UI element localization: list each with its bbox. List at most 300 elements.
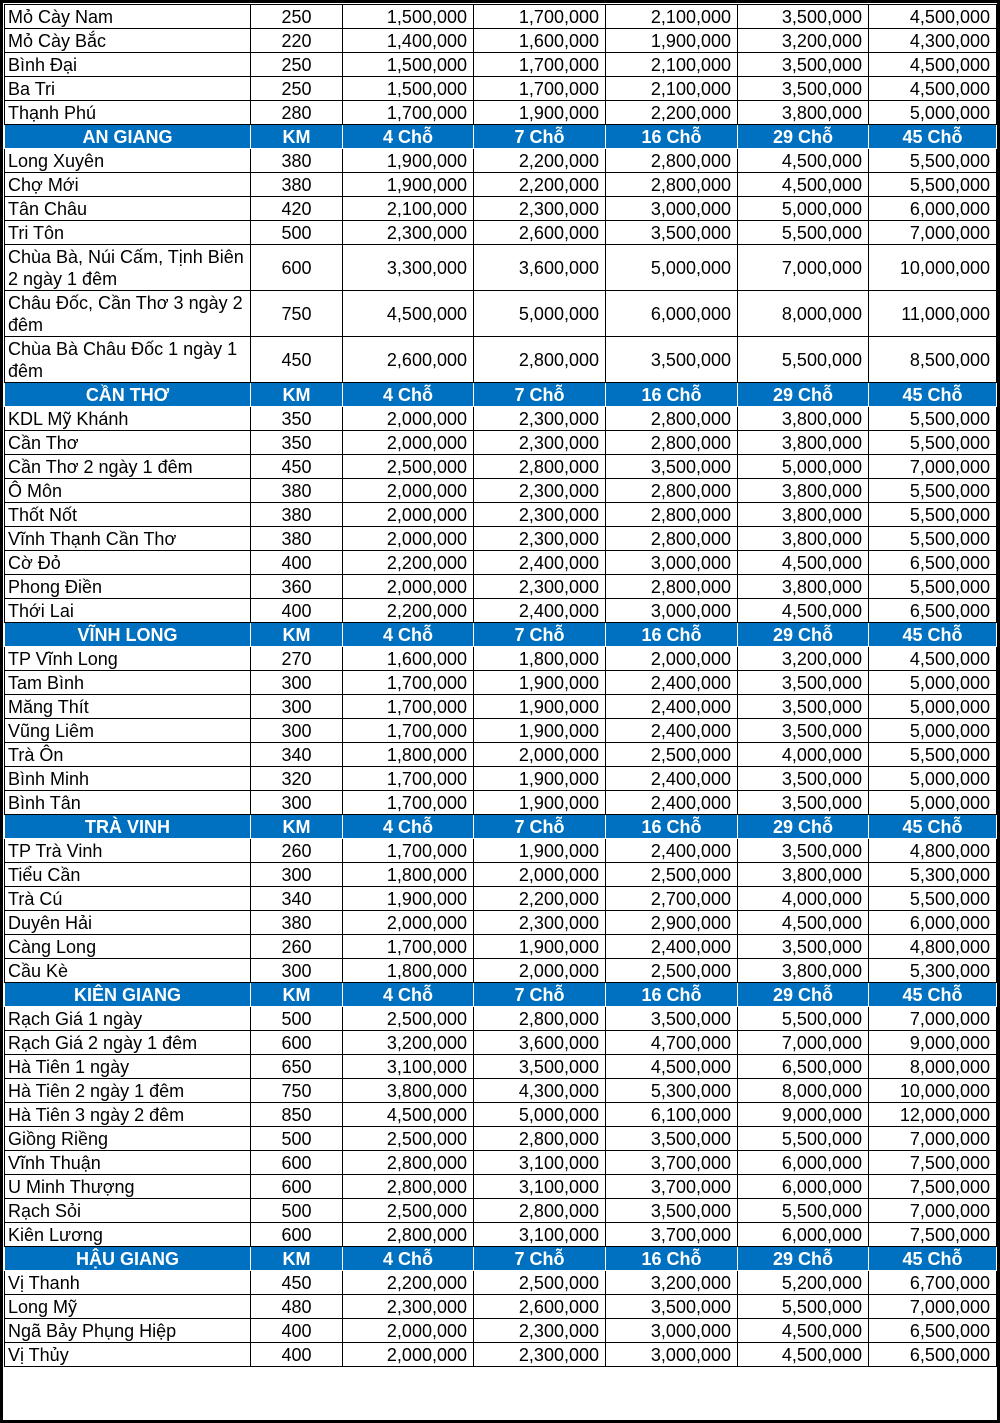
price-cell: 2,500,000 — [343, 1007, 474, 1031]
destination-name: Bình Đại — [5, 53, 251, 77]
price-cell: 2,000,000 — [474, 863, 606, 887]
price-cell: 2,400,000 — [606, 935, 738, 959]
column-header: 29 Chỗ — [738, 623, 869, 647]
price-cell: 5,000,000 — [869, 719, 997, 743]
distance-km: 600 — [251, 245, 343, 291]
price-cell: 2,200,000 — [474, 173, 606, 197]
distance-km: 480 — [251, 1295, 343, 1319]
distance-km: 500 — [251, 1007, 343, 1031]
destination-name: Rạch Giá 2 ngày 1 đêm — [5, 1031, 251, 1055]
price-table — [4, 4, 997, 1367]
price-cell: 2,800,000 — [474, 1127, 606, 1151]
distance-km: 500 — [251, 1127, 343, 1151]
table-row — [5, 839, 997, 863]
price-cell: 2,800,000 — [343, 1223, 474, 1247]
destination-name: Hà Tiên 2 ngày 1 đêm — [5, 1079, 251, 1103]
distance-km: 380 — [251, 527, 343, 551]
destination-name: Tiểu Cần — [5, 863, 251, 887]
price-cell: 6,500,000 — [738, 1055, 869, 1079]
destination-name: Kiên Lương — [5, 1223, 251, 1247]
price-cell: 7,500,000 — [869, 1151, 997, 1175]
price-cell: 1,500,000 — [343, 53, 474, 77]
distance-km: 260 — [251, 839, 343, 863]
price-cell: 5,000,000 — [474, 1103, 606, 1127]
price-cell: 1,900,000 — [606, 29, 738, 53]
table-row — [5, 197, 997, 221]
price-cell: 2,400,000 — [606, 767, 738, 791]
price-cell: 4,500,000 — [738, 1319, 869, 1343]
price-cell: 5,500,000 — [869, 527, 997, 551]
distance-km: 400 — [251, 599, 343, 623]
price-cell: 2,600,000 — [474, 221, 606, 245]
column-header: KM — [251, 815, 343, 839]
price-cell: 7,000,000 — [738, 1031, 869, 1055]
price-cell: 7,500,000 — [869, 1223, 997, 1247]
price-cell: 5,000,000 — [869, 101, 997, 125]
table-row — [5, 527, 997, 551]
price-cell: 8,000,000 — [738, 291, 869, 337]
distance-km: 650 — [251, 1055, 343, 1079]
column-header: 45 Chỗ — [869, 383, 997, 407]
price-cell: 3,000,000 — [606, 197, 738, 221]
table-row — [5, 1151, 997, 1175]
price-cell: 1,800,000 — [343, 863, 474, 887]
price-cell: 3,500,000 — [606, 1007, 738, 1031]
table-row — [5, 887, 997, 911]
price-cell: 1,700,000 — [474, 5, 606, 29]
price-cell: 1,900,000 — [474, 839, 606, 863]
table-row — [5, 5, 997, 29]
price-cell: 1,400,000 — [343, 29, 474, 53]
destination-name: Thốt Nốt — [5, 503, 251, 527]
table-row — [5, 1343, 997, 1367]
table-row — [5, 1271, 997, 1295]
price-cell: 6,700,000 — [869, 1271, 997, 1295]
price-cell: 2,000,000 — [343, 527, 474, 551]
section-header-row — [5, 983, 997, 1007]
destination-name: Bình Tân — [5, 791, 251, 815]
price-cell: 10,000,000 — [869, 245, 997, 291]
price-cell: 1,900,000 — [474, 101, 606, 125]
price-cell: 1,900,000 — [474, 935, 606, 959]
price-cell: 5,500,000 — [738, 1199, 869, 1223]
price-cell: 1,500,000 — [343, 5, 474, 29]
column-header: 16 Chỗ — [606, 983, 738, 1007]
distance-km: 600 — [251, 1031, 343, 1055]
price-cell: 2,300,000 — [474, 503, 606, 527]
price-cell: 7,000,000 — [869, 1295, 997, 1319]
price-cell: 4,500,000 — [738, 551, 869, 575]
price-cell: 2,300,000 — [343, 221, 474, 245]
price-cell: 3,500,000 — [738, 671, 869, 695]
price-cell: 6,000,000 — [869, 197, 997, 221]
destination-name: Vị Thanh — [5, 1271, 251, 1295]
column-header: KM — [251, 983, 343, 1007]
price-cell: 3,500,000 — [738, 791, 869, 815]
price-cell: 5,500,000 — [869, 743, 997, 767]
price-cell: 2,800,000 — [606, 575, 738, 599]
price-cell: 5,500,000 — [869, 149, 997, 173]
price-cell: 2,300,000 — [474, 431, 606, 455]
distance-km: 850 — [251, 1103, 343, 1127]
price-cell: 2,000,000 — [343, 503, 474, 527]
price-cell: 2,400,000 — [606, 839, 738, 863]
destination-name: KDL Mỹ Khánh — [5, 407, 251, 431]
table-row — [5, 599, 997, 623]
distance-km: 250 — [251, 5, 343, 29]
price-cell: 2,100,000 — [606, 5, 738, 29]
price-cell: 5,500,000 — [869, 431, 997, 455]
price-cell: 2,200,000 — [343, 599, 474, 623]
price-cell: 2,500,000 — [606, 743, 738, 767]
column-header: 29 Chỗ — [738, 815, 869, 839]
price-cell: 3,100,000 — [474, 1223, 606, 1247]
column-header: 7 Chỗ — [474, 1247, 606, 1271]
destination-name: Thạnh Phú — [5, 101, 251, 125]
price-cell: 12,000,000 — [869, 1103, 997, 1127]
destination-name: Duyên Hải — [5, 911, 251, 935]
price-cell: 8,000,000 — [869, 1055, 997, 1079]
distance-km: 500 — [251, 1199, 343, 1223]
destination-name: Bình Minh — [5, 767, 251, 791]
price-cell: 5,300,000 — [869, 959, 997, 983]
price-cell: 1,900,000 — [474, 767, 606, 791]
distance-km: 250 — [251, 53, 343, 77]
price-cell: 2,600,000 — [474, 1295, 606, 1319]
column-header: 7 Chỗ — [474, 815, 606, 839]
price-cell: 4,500,000 — [738, 173, 869, 197]
destination-name: Rạch Sỏi — [5, 1199, 251, 1223]
table-row — [5, 743, 997, 767]
destination-name: Măng Thít — [5, 695, 251, 719]
price-cell: 5,000,000 — [606, 245, 738, 291]
price-cell: 2,000,000 — [343, 431, 474, 455]
price-cell: 3,100,000 — [474, 1175, 606, 1199]
price-cell: 1,700,000 — [343, 791, 474, 815]
price-cell: 2,500,000 — [606, 959, 738, 983]
distance-km: 380 — [251, 173, 343, 197]
price-cell: 3,200,000 — [738, 647, 869, 671]
price-cell: 3,500,000 — [738, 839, 869, 863]
price-cell: 2,300,000 — [474, 575, 606, 599]
price-cell: 1,800,000 — [343, 959, 474, 983]
column-header: 4 Chỗ — [343, 623, 474, 647]
distance-km: 300 — [251, 719, 343, 743]
destination-name: Càng Long — [5, 935, 251, 959]
price-cell: 5,500,000 — [869, 407, 997, 431]
table-row — [5, 1103, 997, 1127]
table-row — [5, 479, 997, 503]
price-cell: 4,500,000 — [869, 53, 997, 77]
price-cell: 3,000,000 — [606, 599, 738, 623]
price-cell: 11,000,000 — [869, 291, 997, 337]
price-cell: 3,500,000 — [738, 935, 869, 959]
price-cell: 6,000,000 — [738, 1223, 869, 1247]
column-header: 7 Chỗ — [474, 983, 606, 1007]
price-cell: 3,800,000 — [738, 503, 869, 527]
table-row — [5, 221, 997, 245]
price-cell: 1,800,000 — [474, 647, 606, 671]
destination-name: Chùa Bà, Núi Cấm, Tịnh Biên 2 ngày 1 đêm — [5, 245, 251, 291]
price-cell: 4,000,000 — [738, 887, 869, 911]
price-cell: 4,500,000 — [869, 5, 997, 29]
price-cell: 2,300,000 — [474, 911, 606, 935]
distance-km: 380 — [251, 479, 343, 503]
column-header: 29 Chỗ — [738, 125, 869, 149]
price-cell: 7,000,000 — [869, 1007, 997, 1031]
table-row — [5, 1079, 997, 1103]
price-cell: 3,500,000 — [738, 719, 869, 743]
price-cell: 2,400,000 — [606, 719, 738, 743]
price-cell: 2,800,000 — [343, 1151, 474, 1175]
column-header: 4 Chỗ — [343, 125, 474, 149]
price-cell: 2,300,000 — [474, 527, 606, 551]
distance-km: 300 — [251, 671, 343, 695]
price-cell: 4,300,000 — [869, 29, 997, 53]
table-row — [5, 1175, 997, 1199]
price-cell: 2,800,000 — [606, 173, 738, 197]
price-cell: 7,000,000 — [869, 1127, 997, 1151]
price-cell: 3,700,000 — [606, 1223, 738, 1247]
destination-name: Vũng Liêm — [5, 719, 251, 743]
price-cell: 1,600,000 — [343, 647, 474, 671]
price-cell: 3,600,000 — [474, 245, 606, 291]
price-cell: 5,000,000 — [869, 671, 997, 695]
column-header: 29 Chỗ — [738, 383, 869, 407]
price-cell: 2,800,000 — [606, 149, 738, 173]
price-cell: 3,800,000 — [738, 431, 869, 455]
column-header: 4 Chỗ — [343, 983, 474, 1007]
distance-km: 600 — [251, 1175, 343, 1199]
table-row — [5, 173, 997, 197]
distance-km: 380 — [251, 503, 343, 527]
price-cell: 3,500,000 — [606, 221, 738, 245]
table-row — [5, 959, 997, 983]
destination-name: Hà Tiên 1 ngày — [5, 1055, 251, 1079]
price-cell: 2,500,000 — [343, 1199, 474, 1223]
column-header: KM — [251, 623, 343, 647]
price-cell: 1,700,000 — [474, 53, 606, 77]
distance-km: 600 — [251, 1223, 343, 1247]
distance-km: 400 — [251, 1343, 343, 1367]
column-header: 29 Chỗ — [738, 983, 869, 1007]
price-cell: 2,300,000 — [474, 1319, 606, 1343]
destination-name: Long Mỹ — [5, 1295, 251, 1319]
price-cell: 6,500,000 — [869, 1343, 997, 1367]
price-cell: 3,500,000 — [738, 53, 869, 77]
distance-km: 450 — [251, 1271, 343, 1295]
destination-name: Cầu Kè — [5, 959, 251, 983]
price-cell: 3,500,000 — [738, 77, 869, 101]
price-cell: 1,800,000 — [343, 743, 474, 767]
price-cell: 6,100,000 — [606, 1103, 738, 1127]
price-table-body — [5, 5, 997, 1367]
price-cell: 5,500,000 — [738, 221, 869, 245]
table-row — [5, 863, 997, 887]
column-header: 16 Chỗ — [606, 1247, 738, 1271]
table-row — [5, 245, 997, 291]
destination-name: Chùa Bà Châu Đốc 1 ngày 1 đêm — [5, 337, 251, 383]
distance-km: 450 — [251, 455, 343, 479]
distance-km: 300 — [251, 959, 343, 983]
distance-km: 750 — [251, 291, 343, 337]
price-cell: 3,000,000 — [606, 1343, 738, 1367]
destination-name: Ngã Bảy Phụng Hiệp — [5, 1319, 251, 1343]
price-cell: 5,000,000 — [474, 291, 606, 337]
price-cell: 3,500,000 — [738, 695, 869, 719]
table-row — [5, 575, 997, 599]
section-title: CẦN THƠ — [5, 383, 251, 407]
section-header-row — [5, 125, 997, 149]
distance-km: 300 — [251, 863, 343, 887]
price-cell: 4,700,000 — [606, 1031, 738, 1055]
price-cell: 4,500,000 — [738, 1343, 869, 1367]
price-cell: 3,300,000 — [343, 245, 474, 291]
price-cell: 6,000,000 — [738, 1151, 869, 1175]
distance-km: 350 — [251, 407, 343, 431]
price-cell: 1,700,000 — [343, 695, 474, 719]
section-header-row — [5, 383, 997, 407]
table-row — [5, 77, 997, 101]
column-header: 45 Chỗ — [869, 125, 997, 149]
price-cell: 2,000,000 — [343, 911, 474, 935]
price-cell: 2,000,000 — [343, 1319, 474, 1343]
distance-km: 320 — [251, 767, 343, 791]
price-cell: 1,900,000 — [474, 695, 606, 719]
price-cell: 2,200,000 — [606, 101, 738, 125]
destination-name: Ô Môn — [5, 479, 251, 503]
price-cell: 3,500,000 — [606, 455, 738, 479]
price-cell: 2,100,000 — [343, 197, 474, 221]
price-cell: 6,000,000 — [606, 291, 738, 337]
price-cell: 2,000,000 — [343, 407, 474, 431]
price-cell: 3,500,000 — [606, 1295, 738, 1319]
price-cell: 7,500,000 — [869, 1175, 997, 1199]
price-cell: 2,800,000 — [606, 503, 738, 527]
price-cell: 7,000,000 — [869, 455, 997, 479]
price-cell: 2,800,000 — [606, 431, 738, 455]
price-cell: 6,500,000 — [869, 1319, 997, 1343]
price-cell: 1,900,000 — [343, 887, 474, 911]
price-cell: 2,800,000 — [474, 1007, 606, 1031]
destination-name: Ba Tri — [5, 77, 251, 101]
distance-km: 450 — [251, 337, 343, 383]
price-cell: 3,800,000 — [343, 1079, 474, 1103]
price-cell: 2,200,000 — [474, 887, 606, 911]
price-cell: 2,800,000 — [474, 337, 606, 383]
destination-name: Mỏ Cày Nam — [5, 5, 251, 29]
price-cell: 2,300,000 — [474, 1343, 606, 1367]
column-header: KM — [251, 383, 343, 407]
price-cell: 2,800,000 — [606, 407, 738, 431]
price-cell: 4,800,000 — [869, 839, 997, 863]
column-header: 16 Chỗ — [606, 815, 738, 839]
destination-name: Cờ Đỏ — [5, 551, 251, 575]
price-cell: 6,000,000 — [738, 1175, 869, 1199]
price-cell: 2,000,000 — [343, 1343, 474, 1367]
price-cell: 5,500,000 — [869, 887, 997, 911]
price-cell: 8,000,000 — [738, 1079, 869, 1103]
destination-name: Tam Bình — [5, 671, 251, 695]
price-cell: 5,200,000 — [738, 1271, 869, 1295]
price-cell: 3,200,000 — [738, 29, 869, 53]
table-row — [5, 1007, 997, 1031]
table-row — [5, 1319, 997, 1343]
price-cell: 5,500,000 — [738, 1127, 869, 1151]
price-cell: 4,500,000 — [738, 149, 869, 173]
section-title: VĨNH LONG — [5, 623, 251, 647]
destination-name: Trà Cú — [5, 887, 251, 911]
price-cell: 1,900,000 — [343, 149, 474, 173]
price-cell: 2,200,000 — [474, 149, 606, 173]
section-header-row — [5, 1247, 997, 1271]
destination-name: Thới Lai — [5, 599, 251, 623]
price-cell: 7,000,000 — [869, 221, 997, 245]
price-cell: 7,000,000 — [869, 1199, 997, 1223]
distance-km: 260 — [251, 935, 343, 959]
destination-name: Cần Thơ — [5, 431, 251, 455]
destination-name: Tân Châu — [5, 197, 251, 221]
price-cell: 2,000,000 — [606, 647, 738, 671]
price-cell: 5,500,000 — [869, 575, 997, 599]
price-cell: 3,700,000 — [606, 1175, 738, 1199]
section-title: TRÀ VINH — [5, 815, 251, 839]
table-row — [5, 767, 997, 791]
table-row — [5, 29, 997, 53]
price-cell: 5,500,000 — [869, 479, 997, 503]
price-cell: 3,200,000 — [343, 1031, 474, 1055]
distance-km: 400 — [251, 1319, 343, 1343]
price-cell: 2,400,000 — [606, 695, 738, 719]
table-row — [5, 149, 997, 173]
price-cell: 5,300,000 — [606, 1079, 738, 1103]
price-cell: 5,000,000 — [869, 767, 997, 791]
table-row — [5, 407, 997, 431]
price-cell: 5,000,000 — [738, 197, 869, 221]
price-cell: 5,500,000 — [738, 337, 869, 383]
price-cell: 5,500,000 — [869, 173, 997, 197]
price-cell: 1,700,000 — [343, 935, 474, 959]
table-row — [5, 791, 997, 815]
column-header: 4 Chỗ — [343, 815, 474, 839]
distance-km: 270 — [251, 647, 343, 671]
price-cell: 8,500,000 — [869, 337, 997, 383]
table-row — [5, 1295, 997, 1319]
price-cell: 3,000,000 — [606, 551, 738, 575]
table-row — [5, 1055, 997, 1079]
price-cell: 5,500,000 — [738, 1007, 869, 1031]
distance-km: 380 — [251, 911, 343, 935]
price-cell: 10,000,000 — [869, 1079, 997, 1103]
price-cell: 3,500,000 — [606, 1199, 738, 1223]
price-cell: 2,000,000 — [343, 575, 474, 599]
destination-name: Vĩnh Thạnh Cần Thơ — [5, 527, 251, 551]
column-header: 29 Chỗ — [738, 1247, 869, 1271]
distance-km: 300 — [251, 791, 343, 815]
price-cell: 4,500,000 — [343, 1103, 474, 1127]
distance-km: 280 — [251, 101, 343, 125]
distance-km: 250 — [251, 77, 343, 101]
price-cell: 4,500,000 — [869, 647, 997, 671]
price-cell: 2,000,000 — [474, 743, 606, 767]
table-row — [5, 695, 997, 719]
price-cell: 2,400,000 — [474, 551, 606, 575]
price-cell: 3,200,000 — [606, 1271, 738, 1295]
price-cell: 2,400,000 — [606, 791, 738, 815]
column-header: 7 Chỗ — [474, 383, 606, 407]
destination-name: Cần Thơ 2 ngày 1 đêm — [5, 455, 251, 479]
column-header: 45 Chỗ — [869, 815, 997, 839]
